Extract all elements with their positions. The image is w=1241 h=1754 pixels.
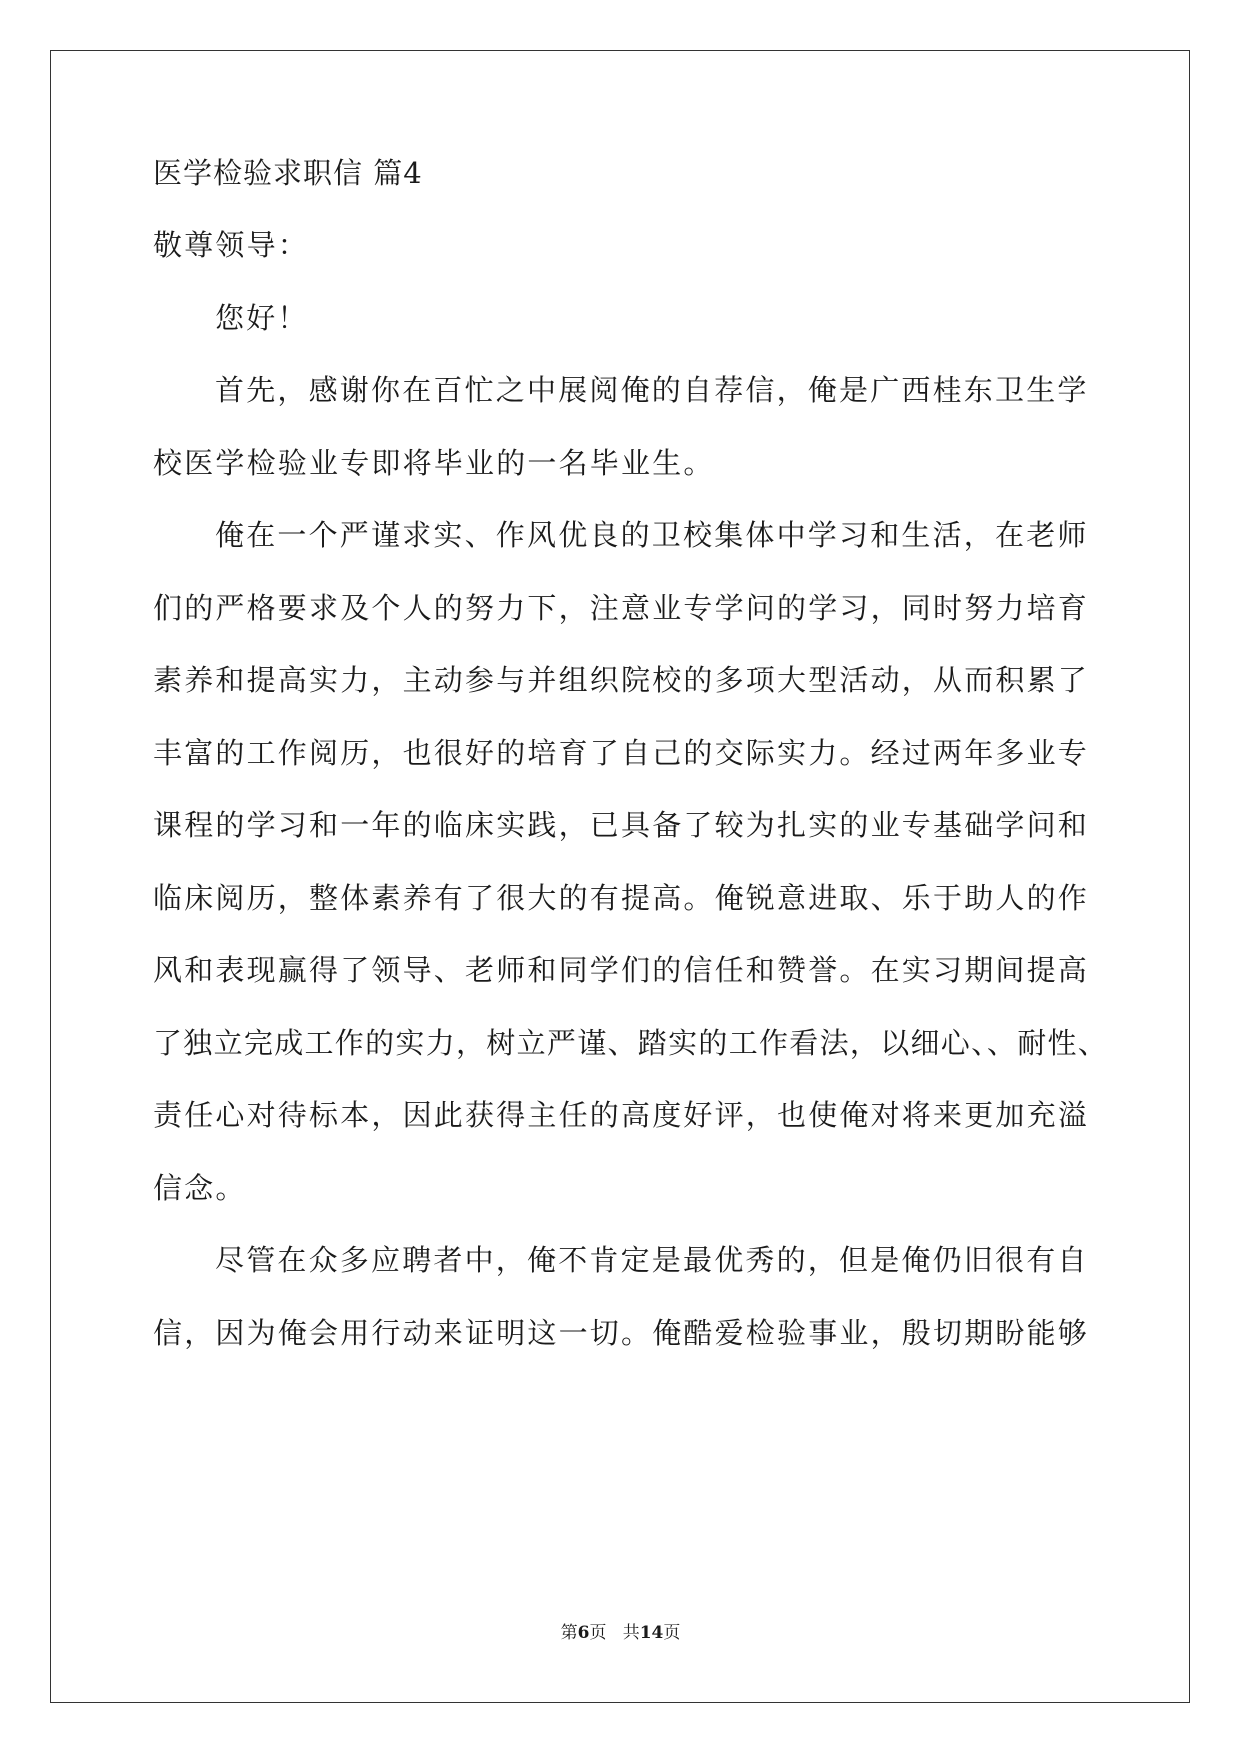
body-line: 课程的学习和一年的临床实践，已具备了较为扎实的业专基础学问和 [153, 808, 1090, 842]
document-title: 医学检验求职信 篇4 [153, 156, 423, 190]
body-line: 俺在一个严谨求实、作风优良的卫校集体中学习和生活，在老师 [215, 518, 1089, 552]
body-line: 信，因为俺会用行动来证明这一切。俺酷爱检验事业，殷切期盼能够 [153, 1316, 1090, 1350]
footer-prefix: 第 [560, 1623, 578, 1643]
body-line: 丰富的工作阅历，也很好的培育了自己的交际实力。经过两年多业专 [153, 736, 1090, 770]
greeting: 您好！ [215, 301, 309, 335]
footer-total-suffix: 页 [663, 1623, 681, 1643]
footer-page-word: 页 [589, 1623, 607, 1643]
current-page-number: 6 [577, 1623, 590, 1643]
body-line: 首先，感谢你在百忙之中展阅俺的自荐信，俺是广西桂东卫生学 [215, 373, 1089, 407]
total-page-number: 14 [639, 1623, 664, 1643]
body-line: 校医学检验业专即将毕业的一名毕业生。 [153, 446, 715, 480]
body-line: 素养和提高实力，主动参与并组织院校的多项大型活动，从而积累了 [153, 663, 1090, 697]
body-line: 们的严格要求及个人的努力下，注意业专学问的学习，同时努力培育 [153, 591, 1090, 625]
body-line: 信念。 [153, 1171, 247, 1205]
body-line: 责任心对待标本，因此获得主任的高度好评，也使俺对将来更加充溢 [153, 1098, 1090, 1132]
body-line: 临床阅历，整体素养有了很大的有提高。俺锐意进取、乐于助人的作 [153, 881, 1090, 915]
body-line: 风和表现赢得了领导、老师和同学们的信任和赞誉。在实习期间提高 [153, 953, 1090, 987]
page-number-footer [0, 1623, 1241, 1643]
salutation: 敬尊领导： [153, 228, 310, 262]
body-line: 尽管在众多应聘者中，俺不肯定是最优秀的，但是俺仍旧很有自 [215, 1243, 1089, 1277]
footer-total-prefix: 共 [622, 1623, 640, 1643]
body-line: 了独立完成工作的实力，树立严谨、踏实的工作看法，以细心、、耐性、 [153, 1026, 1109, 1060]
